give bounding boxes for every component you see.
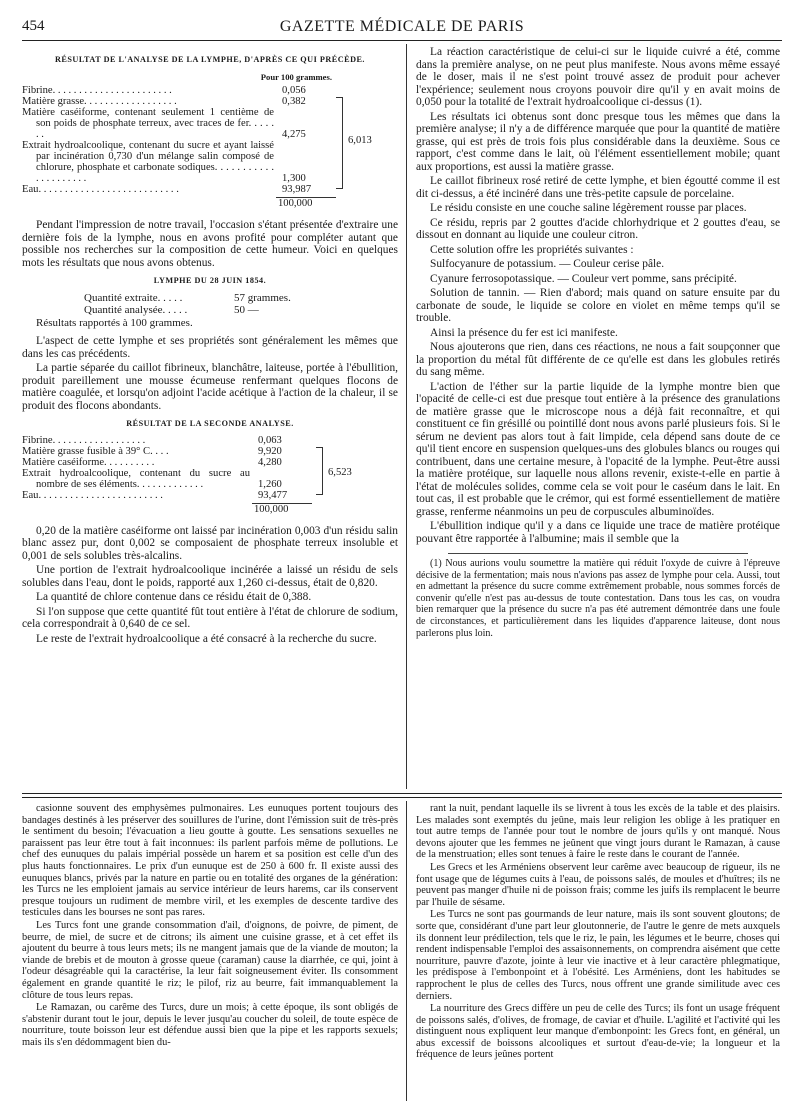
section-rule-2 <box>22 797 782 798</box>
row-label: Matière grasse fusible à 39° C. . . . <box>22 445 169 457</box>
left-paragraphs-3 <box>22 525 398 646</box>
lymph-value: 50 — <box>234 304 259 316</box>
row-value: 1,260 <box>258 478 282 490</box>
row-label: Eau. . . . . . . . . . . . . . . . . . . . . . . . <box>22 489 163 501</box>
right-paragraphs <box>416 46 780 545</box>
right-paragraph-1: Les résultats ici obtenus sont donc presque tous les mêmes que dans la première analyse; il n'y a de différence marquée que pour la quantité de matière grasse, qui est près de trois fois plus considérable dans la deuxième. Sous ce rapport, c'est comme dans le lait, où l'élément essentiellement mobile; quant aux proportions, est aussi la matière grasse. <box>416 110 780 173</box>
right-paragraph-3: Le résidu consiste en une couche saline légèrement rousse par places. <box>430 202 747 214</box>
row-label: Extrait hydroalcoolique, contenant du sucre au nombre de ses éléments. . . . . . . . . . . . . <box>22 467 250 490</box>
right-paragraph-6: Sulfocyanure de potassium. — Couleur cerise pâle. <box>430 258 665 270</box>
table2-caption: RÉSULTAT DE LA SECONDE ANALYSE. <box>126 419 294 428</box>
left-paragraph-3: Si l'on suppose que cette quantité fût tout entière à l'état de chlorure de sodium, cela correspondrait à 0,640 de ce sel. <box>22 605 398 630</box>
right-paragraph-9: Ainsi la présence du fer est ici manifeste. <box>430 326 618 339</box>
table-row <box>22 85 398 96</box>
bottom-left-paragraph-0: casionne souvent des emphysèmes pulmonaires. Les eunuques portent toujours des bandages destinés à les préserver des souillures de l'urine, dont l'émission suit de très-près le sentiment du besoin; l'évacuation a lieu goutte à goutte. Les sensations sexuelles ne paraissent pas leur être tout à fait inconnues: ils parlent parfois même de pollutions. Le chef des eunuques du palais impérial possède un harem et sa position est celle d'un des plus hauts fonctionnaires. Le prix d'un eunuque est de 250 à 600 fr. Il existe aussi des eunuques blancs, privés par la nature en partie ou en totalité des organes de la génération: les Turcs ne les emploient jamais au service intérieur de leurs harems, car ils conservent presque toujours un rudiment de membre viril, et les exemples de descente tardive des testicules dans les bourses ne sont pas rares. <box>22 803 398 919</box>
right-paragraph-10: Nous ajouterons que rien, dans ces réactions, ne nous a fait soupçonner que la proportion du métal fût différente de ce qu'elle est dans les globules retirés du sang même. <box>416 341 780 378</box>
journal-title: GAZETTE MÉDICALE DE PARIS <box>279 18 525 35</box>
bottom-right-paragraph-1: Les Grecs et les Arméniens observent leur carême avec beaucoup de rigueur, ils ne font usage que de légumes cuits à l'eau, de poissons salés, de moules et d'huîtres; ils ne peuvent pas manger d'huile ni de poisson frais; comme les juifs ils remplacent le beurre par l'huile de sésame. <box>416 861 780 908</box>
lymph-label: Quantité analysée. . . . . <box>84 304 188 316</box>
left-paragraph-1: Une portion de l'extrait hydroalcoolique incinérée a laissé un résidu de sels solubles dans l'eau, dont le poids, rapporté aux 1,260 ci-dessus, était de 0,820. <box>22 564 398 589</box>
row-label: Fibrine. . . . . . . . . . . . . . . . . . . . . . . <box>22 85 172 96</box>
row-label: Extrait hydroalcoolique, contenant du sucre et ayant laissé par incinération 0,730 d'un mélange salin composé de chlorure, phosphate et carbonate sodiques. . . . . . . . . . . . . . . . . . . . . <box>22 140 274 184</box>
lymph-note: Résultats rapportés à 100 grammes. <box>36 316 193 329</box>
column-divider-lower <box>406 801 407 1101</box>
table1-unit: Pour 100 grammes. <box>260 71 332 82</box>
right-paragraph-4: Ce résidu, repris par 2 gouttes d'acide chlorhydrique et 2 gouttes d'eau, se dissout en donnant au liquide une couleur citron. <box>416 216 780 241</box>
lymph-row <box>84 304 398 317</box>
bottom-right-paragraph-0: rant la nuit, pendant laquelle ils se livrent à tous les excès de la table et des plaisirs. Les malades sont exemptés du jeûne, mais leur religion les oblige à les pratiquer en tout autre temps de l'année pour tout le nombre de jours qu'ils y ont manqué. Nous devons ajouter que les femmes ne jeûnent que vingt jours durant le Ramazan, à cause de la menstruation; elles sont tenues à faire le reste dans le courant de l'année. <box>416 803 780 861</box>
left-paragraphs-2 <box>22 335 398 412</box>
brace <box>336 97 343 189</box>
section-rule-1 <box>22 793 782 794</box>
lymph-label: Quantité extraite. . . . . <box>84 291 183 304</box>
right-column <box>416 46 780 639</box>
lymph-caption: LYMPHE DU 28 JUIN 1854. <box>153 276 267 285</box>
row-value: 0,056 <box>282 85 306 96</box>
row-label: Matière grasse. . . . . . . . . . . . . . . . . . <box>22 96 177 107</box>
lymph-rows <box>84 292 398 317</box>
page-header <box>22 18 782 40</box>
header-rule <box>22 40 782 41</box>
row-label: Eau. . . . . . . . . . . . . . . . . . . . . . . . . . . <box>22 184 179 195</box>
footnote <box>416 558 780 639</box>
bottom-right-column <box>416 803 780 1062</box>
bottom-left-paragraph-1: Les Turcs font une grande consommation d'ail, d'oignons, de poivre, de piment, de beurre, de miel, de sucre et de citrons; ils aiment une cuisine grasse, et à cet effet ils ajoutent du beurre à tous leurs mets; ils ne mangent jamais que de la viande de mouton; la viande de brebis et de mouton à grosse queue (caraman) cause la diarrhée, ce qui, joint à l'odeur désagréable qui la caractérise, la leur fait soigneusement éviter. Ils consomment également en grande quantité le riz; le pilof, riz au beurre, fait immanquablement la clôture de tous leurs repas. <box>22 919 398 1001</box>
row-label: Fibrine. . . . . . . . . . . . . . . . . . <box>22 434 146 446</box>
bottom-right-paragraph-3: La nourriture des Grecs diffère un peu de celle des Turcs; ils font un usage fréquent de poissons salés, d'olives, de fromage, de caviar et d'huile. L'agilité et l'activité qui les distinguent nous expliquent leur manque d'embonpoint: les Grecs font, en général, un abus excessif de boissons alcooliques et surtout d'eau-de-vie; la longueur et la fréquence de leurs jeûnes portent <box>416 1003 780 1061</box>
table-row <box>22 446 398 457</box>
right-paragraph-5: Cette solution offre les propriétés suivantes : <box>430 243 634 256</box>
footnote-text: (1) Nous aurions voulu soumettre la matière qui réduit l'oxyde de cuivre à l'épreuve décisive de la fermentation; mais nous n'avions pas assez de lymphe pour cela. Aussi, tout en admettant la présence du sucre comme extrêmement probable, nous sommes forcés de convenir qu'elle n'est pas au-dessus de toute contestation. Dans tous les cas, on voudra bien remarquer que la présence du sucre n'a pas été autrement démontrée dans une foule de circonstances, et particulièrement dans les liquides d'apparence laiteuse, dont nous parlerons plus loin. <box>416 558 780 639</box>
row-value: 93,477 <box>258 489 288 501</box>
row-value: 0,382 <box>282 96 306 107</box>
table-row <box>22 435 398 446</box>
group-total: 6,523 <box>328 467 352 479</box>
row-label: Matière caséiforme. . . . . . . . . . <box>22 456 155 468</box>
left-paragraph-0: 0,20 de la matière caséiforme ont laissé par incinération 0,003 d'un résidu salin blanc assez pur, dont 0,002 se composaient de phosphate terreux insoluble et 0,001 de sels solubles très-alcalins. <box>22 524 398 562</box>
table-total: 100,000 <box>278 198 313 209</box>
lymph-row <box>84 292 398 305</box>
footnote-rule <box>448 553 748 554</box>
right-paragraph-8: Solution de tannin. — Rien d'abord; mais quand on sature ensuite par du carbonate de soude, le liquide se colore en violet en même temps qu'il se trouble. <box>416 287 780 324</box>
left-paragraph-2: La quantité de chlore contenue dans ce résidu était de 0,388. <box>36 591 312 603</box>
bottom-left-column <box>22 803 398 1049</box>
row-value: 9,920 <box>258 445 282 457</box>
left-paragraph-1: La partie séparée du caillot fibrineux, blanchâtre, laiteuse, portée à l'ébullition, produit pareillement une mousse écumeuse renfermant quelques flocons de matière coagulée, et lorsqu'on adjoint l'acide acétique à l'action de la chaleur, il se produit des flocons abondants. <box>22 362 398 412</box>
column-divider-upper <box>406 44 407 789</box>
left-paragraphs-1 <box>22 219 398 269</box>
row-value: 4,275 <box>282 129 306 140</box>
right-paragraph-2: Le caillot fibrineux rosé retiré de cette lymphe, et bien égoutté comme il est dit ci-dessus, a été incinéré dans une très-petite capsule de porcelaine. <box>416 175 780 200</box>
right-paragraph-12: L'ébullition indique qu'il y a dans ce liquide une trace de matière protéique pouvant être rapportée à l'albumine; mais il semble que la <box>416 520 780 545</box>
brace <box>316 447 323 495</box>
left-paragraph-0: Pendant l'impression de notre travail, l'occasion s'étant présentée d'extraire une dernière fois de la lymphe, nous en avons profité pour compléter autant que possible nos recherches sur la composition de cette humeur. Voici en quelques mots les résultats que nous avons obtenus. <box>22 219 398 269</box>
left-column <box>22 48 398 647</box>
left-paragraph-0: L'aspect de cette lymphe et ses propriétés sont généralement les mêmes que dans les cas précédents. <box>22 335 398 360</box>
group-total: 6,013 <box>348 135 372 147</box>
table1-caption: RÉSULTAT DE L'ANALYSE DE LA LYMPHE, D'APRÈS CE QUI PRÉCÈDE. <box>55 55 365 64</box>
right-paragraph-11: L'action de l'éther sur la partie liquide de la lymphe montre bien que l'opacité de celle-ci est due presque tout entière à la présence des granulations de matière grasse que le microscope nous a déjà fait reconnaître, et qui constituent ce fin grésillé ou pointillé dont nous avons parlé plusieurs fois. Si le sérum ne devient pas alors tout à fait limpide, cela dépend sans doute de ce qu'il tient encore en suspension quelques-uns des globules blancs ou rouges qui contribuent, dans une certaine mesure, à l'opacité de la lymphe. Peut-être aussi la matière protéique, sur laquelle nous allons revenir, existe-t-elle en partie à l'état de molécules solides, comme cela se voit pour le caséum dans le lait. En tout cas, il est probable que le crémor, qui est formé essentiellement de matière grasse, renferme néanmoins un peu de corpuscules albuminoïdes. <box>416 380 780 518</box>
row-value: 93,987 <box>282 184 312 195</box>
bottom-left-paragraph-2: Le Ramazan, ou carême des Turcs, dure un mois; à cette époque, ils sont obligés de s'abstenir durant tout le jour, depuis le lever jusqu'au coucher du soleil, de toute espèce de nourriture, toute boisson leur est défendue aussi bien que la pipe et les rapports sexuels; mais ils s'en dédommagent bien du- <box>22 1002 398 1048</box>
table-row <box>22 490 398 501</box>
table2 <box>22 435 398 517</box>
row-value: 1,300 <box>282 173 306 184</box>
row-label: Matière caséiforme, contenant seulement 1 centième de son poids de phosphate terreux, avec traces de fer. . . . . . . <box>22 107 274 140</box>
table-row <box>22 457 398 468</box>
table1 <box>22 85 398 211</box>
row-value: 4,280 <box>258 456 282 468</box>
row-value: 0,063 <box>258 434 282 446</box>
left-paragraph-4: Le reste de l'extrait hydroalcoolique a été consacré à la recherche du sucre. <box>36 632 377 645</box>
lymph-value: 57 grammes. <box>234 291 291 304</box>
right-paragraph-0: La réaction caractéristique de celui-ci sur le liquide cuivré a été, comme dans la première analyse, on ne peut plus manifeste. Nous avons même essayé de le doser, mais il ne s'est point trouvé assez de produit pour achever l'expérience; seulement nous croyons pouvoir dire qu'il y en avait moins de 0,050 pour la totalité de l'extrait hydroalcoolique ci-dessus (1). <box>416 46 780 108</box>
table-total: 100,000 <box>254 503 289 515</box>
bottom-right-paragraph-2: Les Turcs ne sont pas gourmands de leur nature, mais ils sont souvent gloutons; de sorte que, considérant d'une part leur gloutonnerie, de l'autre le genre de mets auxquels ils donnent leur prédilection, tels que le riz, le pain, les légumes et le beurre, choses qui rendent indispensable l'emploi des assaisonnements, on comprendra aisément que cette nourriture, pauvre d'azote, jointe à leur vie inactive et à leur caractère phlegmatique, les prédispose à l'embonpoint et à l'obésité. Les Arméniens, dont les habitudes se rapprochent le plus de celles des Turcs, nous offrent une grande similitude avec ces derniers. <box>416 909 780 1002</box>
page-number: 454 <box>22 18 45 34</box>
right-paragraph-7: Cyanure ferrosopotassique. — Couleur vert pomme, sans précipité. <box>430 272 737 285</box>
